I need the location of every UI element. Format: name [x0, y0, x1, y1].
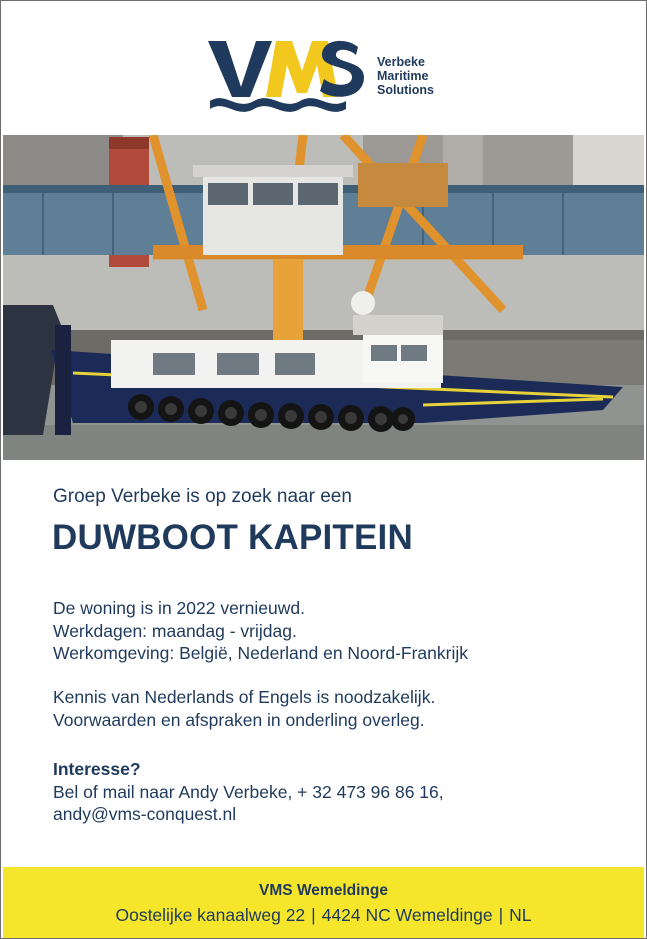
job-details [53, 597, 468, 665]
intro-text: Groep Verbeke is op zoek naar een [53, 486, 352, 507]
requirements [53, 686, 435, 731]
company-name [377, 55, 434, 97]
requirement-terms: Voorwaarden en afspraken in onderling overleg. [53, 709, 425, 730]
contact-email[interactable]: andy@vms-conquest.nl [53, 804, 237, 824]
footer-separator: | [311, 905, 316, 925]
footer-country: NL [509, 905, 532, 925]
detail-housing: De woning is in 2022 vernieuwd. [53, 598, 305, 618]
vms-logo-mark [206, 35, 364, 115]
header [1, 1, 646, 135]
footer-bar [3, 867, 644, 938]
job-title: DUWBOOT KAPITEIN [52, 518, 413, 557]
company-name-line-2: Maritime [377, 69, 429, 83]
footer-address [3, 905, 644, 926]
footer-postal: 4424 NC Wemeldinge [321, 905, 493, 925]
detail-work-area: Werkomgeving: België, Nederland en Noord-Frankrijk [53, 643, 469, 663]
detail-workdays: Werkdagen: maandag - vrijdag. [53, 620, 297, 641]
contact-block [53, 758, 444, 826]
requirement-language: Kennis van Nederlands of Engels is noodzakelijk. [53, 687, 436, 707]
footer-street: Oostelijke kanaalweg 22 [115, 905, 306, 925]
footer-separator: | [498, 905, 504, 925]
contact-heading: Interesse? [53, 759, 141, 779]
tugboat-photo [3, 135, 644, 460]
company-name-line-1: Verbeke [377, 55, 425, 69]
company-name-line-3: Solutions [377, 83, 434, 97]
contact-line: Bel of mail naar Andy Verbeke, + 32 473 96 86 16, [53, 781, 444, 802]
footer-company-name: VMS Wemeldinge [259, 882, 388, 899]
